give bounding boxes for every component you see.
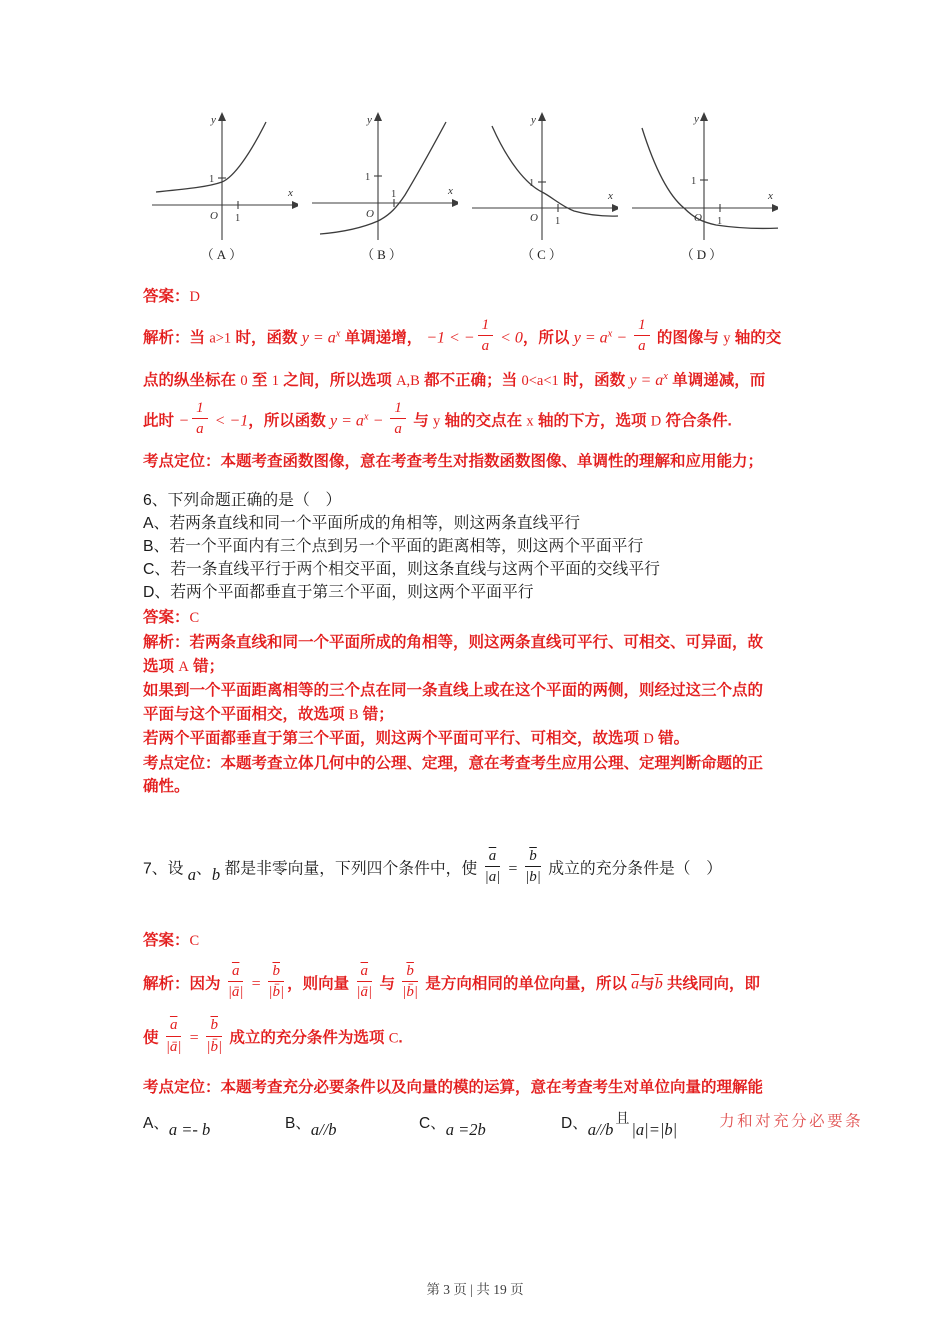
text-segment: =: [337, 411, 356, 429]
x-tick-label: 1: [717, 216, 723, 227]
text-segment: 若两个平面都垂直于第三个平面，则这两个平面可平行、可相交，故选项: [143, 730, 644, 747]
fraction: [390, 399, 406, 440]
q7-analysis-line-1: [143, 964, 913, 1005]
q7-option-c: [419, 1111, 535, 1139]
fraction-numerator: $\overline{b}$: [525, 847, 541, 868]
q6-title: 6、下列命题正确的是（ ）: [143, 491, 342, 509]
text-segment: B、: [285, 1115, 311, 1132]
x-axis-arrow: [612, 204, 618, 212]
graphs-row: [148, 110, 913, 268]
curve-decreasing-below-axis: [642, 128, 778, 228]
q5-exam-point-line: [143, 450, 913, 474]
text-segment: 与: [639, 974, 655, 992]
fraction-numerator: 1: [390, 399, 406, 420]
text-segment: C: [189, 609, 200, 626]
text-segment: 确性。: [143, 778, 190, 795]
y-axis-label: y: [531, 114, 536, 126]
fraction: [192, 399, 208, 440]
text-segment: y: [723, 329, 731, 346]
text-segment: a =2b: [445, 1120, 486, 1139]
text-segment: 错；: [188, 657, 225, 675]
text-segment: a: [187, 864, 197, 884]
text-segment: a: [327, 328, 336, 346]
text-segment: A、: [143, 1115, 169, 1132]
text-segment: 至: [247, 372, 272, 389]
fraction: [356, 962, 372, 1003]
fraction-numerator: $\overline{a}$: [485, 847, 501, 868]
text-segment: 错。: [653, 730, 690, 747]
text-segment: 单调递增，: [340, 328, 423, 346]
q7-exam-point-line: [143, 1076, 913, 1100]
y-tick-label: 1: [365, 172, 371, 183]
text-segment: 如果到一个平面距离相等的三个点在同一条直线上或在这个平面的两侧，则经过这三个点的: [143, 682, 764, 699]
fraction-denominator: |b̄|: [206, 1038, 223, 1055]
x-axis-label: x: [608, 190, 613, 202]
text-segment: < 0: [496, 328, 523, 346]
q7-title: [143, 849, 913, 890]
exponential-graph-d: [628, 110, 778, 242]
text-segment: 选项: [143, 657, 179, 675]
x-tick-label: 1: [555, 216, 561, 227]
y-axis-label: y: [694, 113, 699, 125]
x-axis-label: x: [448, 185, 453, 197]
text-segment: 考点定位：本题考查充分必要条件以及向量的模的运算，意在考查考生对单位向量的理解能: [143, 1078, 764, 1096]
text-segment: y: [301, 328, 309, 346]
curve-increasing-crosses-axis: [320, 122, 446, 234]
fraction-denominator: a: [196, 421, 204, 438]
text-segment: 单调递减，而: [667, 372, 766, 389]
q7-option-b: [285, 1111, 393, 1139]
text-segment: .: [398, 1029, 403, 1047]
text-segment: −: [368, 411, 388, 429]
text-segment: C、: [419, 1115, 446, 1132]
x-axis-arrow: [452, 199, 458, 207]
q7-option-d: [561, 1110, 678, 1139]
text-segment: y: [433, 412, 441, 429]
text-segment: $\overline{a}$: [631, 974, 640, 992]
text-segment: =: [308, 328, 328, 346]
text-segment: C: [189, 933, 200, 949]
q6-exam-point-line-2: [143, 775, 913, 799]
text-segment: 时，函数: [231, 328, 302, 346]
y-tick-label: 1: [209, 174, 215, 185]
text-segment: y: [629, 372, 637, 389]
text-segment: 与: [408, 411, 434, 429]
text-segment: C: [388, 1030, 399, 1047]
text-segment: D、: [561, 1115, 588, 1132]
text-segment: a: [355, 411, 364, 429]
fraction-numerator: 1: [192, 399, 208, 420]
q6-analysis-line-2: [143, 655, 913, 680]
curve-decreasing-crosses-axis: [492, 126, 618, 216]
text-segment: $\overline{b}$: [654, 974, 663, 992]
q6-analysis-line-5: [143, 727, 913, 752]
text-segment: a: [599, 328, 608, 346]
text-segment: 答案：: [143, 288, 190, 305]
text-segment: ，所以: [522, 328, 574, 346]
text-segment: 时，函数: [558, 372, 630, 389]
text-segment: x: [663, 371, 668, 382]
graph-option-a: [148, 110, 298, 268]
text-segment: 轴的下方，选项: [533, 411, 651, 429]
x-axis-label: x: [768, 190, 773, 202]
text-segment: 的图像与: [652, 328, 724, 346]
fraction: [402, 962, 418, 1003]
text-segment: A: [178, 658, 189, 675]
text-segment: =: [636, 372, 656, 389]
fraction-denominator: |ā|: [165, 1038, 182, 1055]
text-segment: a: [655, 372, 664, 389]
x-tick-label: 1: [391, 189, 397, 200]
text-segment: 成立的充分条件是（ ）: [543, 859, 723, 877]
fraction-numerator: 1: [478, 316, 494, 337]
fraction-denominator: |b̄|: [402, 984, 419, 1001]
text-segment: 考点定位：本题考查立体几何中的公理、定理，意在考查考生应用公理、定理判断命题的正: [143, 754, 764, 772]
exponential-graph-a: [148, 110, 298, 242]
origin-label: O: [694, 212, 702, 224]
graph-caption-d: （D）: [680, 247, 726, 262]
q5-analysis-line-1: [143, 318, 913, 359]
text-segment: 是方向相同的单位向量，所以: [421, 974, 632, 992]
text-segment: 符合条件.: [661, 411, 732, 429]
fraction-denominator: |b|: [525, 869, 541, 886]
text-segment: 成立的充分条件为选项: [225, 1029, 389, 1047]
text-segment: x: [363, 410, 369, 422]
y-axis-arrow: [700, 112, 708, 121]
fraction: [634, 316, 650, 357]
q5-analysis-line-2: [143, 365, 913, 394]
q6-analysis-line-4: [143, 703, 913, 728]
text-segment: |a|=|b|: [631, 1120, 678, 1139]
fraction-numerator: $\overline{a}$: [166, 1016, 182, 1037]
y-axis-arrow: [538, 112, 546, 121]
text-segment: x: [335, 327, 341, 339]
text-segment: 0: [240, 373, 248, 389]
fraction: [166, 1016, 182, 1057]
q7-analysis-line-2: [143, 1018, 913, 1059]
fraction-denominator: a: [638, 338, 646, 355]
fraction-denominator: a: [481, 338, 490, 355]
q6-answer-line: [143, 606, 913, 631]
text-segment: 平面与这个平面相交，故选项: [143, 705, 349, 723]
text-segment: 解析：当: [143, 328, 210, 346]
fraction-numerator: $\overline{a}$: [228, 962, 244, 983]
x-axis-arrow: [772, 204, 778, 212]
text-segment: 、: [196, 859, 212, 877]
q5-analysis-line-3: [143, 401, 913, 442]
page-footer: 第 3 页 | 共 19 页: [426, 1282, 524, 1297]
q7-option-a: [143, 1111, 259, 1139]
fraction-numerator: $\overline{a}$: [357, 962, 373, 983]
graph-option-d: [628, 110, 778, 268]
text-segment: < −1: [210, 411, 249, 429]
fraction-denominator: |a|: [484, 869, 501, 886]
text-segment: 解析：因为: [143, 974, 225, 992]
x-axis-arrow: [292, 201, 298, 209]
exponential-graph-c: [468, 110, 618, 242]
fraction-denominator: |ā|: [356, 984, 373, 1001]
text-segment: =: [580, 328, 600, 346]
text-segment: A,B: [396, 373, 420, 389]
fraction: [228, 962, 244, 1003]
fraction: [485, 847, 501, 888]
text-segment: =: [503, 859, 523, 877]
text-segment: 考点定位：本题考查函数图像，意在考查考生对指数函数图像、单调性的理解和应用能力；: [143, 453, 764, 470]
text-segment: a =- b: [168, 1120, 211, 1139]
fraction: [268, 962, 284, 1003]
text-segment: =: [246, 974, 266, 992]
text-segment: =: [184, 1029, 204, 1047]
graph-caption-a: （A）: [200, 247, 246, 262]
fraction-numerator: $\overline{b}$: [402, 962, 418, 983]
text-segment: 解析：若两条直线和同一个平面所成的角相等，则这两条直线可平行、可相交、可异面，故: [143, 634, 764, 651]
text-segment: a//b: [587, 1120, 614, 1139]
graph-option-b: [308, 110, 458, 268]
origin-label: O: [366, 208, 374, 220]
fraction: [525, 847, 541, 888]
graph-caption-c: （C）: [521, 247, 565, 262]
text-segment: ，则向量: [287, 974, 354, 992]
text-segment: 之间，所以选项: [278, 372, 397, 389]
y-axis-label: y: [211, 114, 216, 126]
q6-option-c: C、若一条直线平行于两个相交平面，则这条直线与这两个平面的交线平行: [143, 560, 660, 578]
text-segment: 1: [271, 373, 279, 389]
origin-label: O: [530, 212, 538, 224]
q6-analysis-line-3: [143, 679, 913, 703]
y-tick-label: 1: [529, 178, 535, 189]
text-segment: 7、设: [143, 859, 188, 877]
x-tick-label: 1: [235, 213, 241, 224]
text-segment: 都不正确；当: [419, 372, 522, 389]
text-segment: 错；: [358, 705, 394, 723]
q6-option-d: D、若两个平面都垂直于第三个平面，则这两个平面平行: [143, 583, 534, 601]
y-axis-label: y: [367, 114, 372, 126]
text-segment: y: [330, 411, 338, 429]
origin-label: O: [210, 210, 218, 222]
text-segment: 与: [375, 974, 400, 992]
x-axis-label: x: [288, 187, 293, 199]
text-segment: −: [178, 411, 190, 429]
text-segment: 答案：: [143, 608, 190, 626]
fraction: [478, 316, 494, 357]
text-segment: D: [189, 289, 200, 305]
text-segment: 此时: [143, 411, 179, 429]
text-segment: 点的纵坐标在: [143, 372, 241, 389]
text-segment: 轴的交点在: [440, 411, 527, 429]
fraction-denominator: |b̄|: [268, 984, 285, 1001]
graph-caption-b: （B）: [361, 247, 405, 262]
fraction: [206, 1016, 222, 1057]
fraction-numerator: 1: [634, 316, 650, 337]
fraction-numerator: $\overline{b}$: [206, 1016, 222, 1037]
fraction-denominator: a: [394, 421, 402, 438]
text-segment: −: [612, 328, 632, 346]
q6-option-b: B、若一个平面内有三个点到另一个平面的距离相等，则这两个平面平行: [143, 537, 644, 555]
q7-options-row: [143, 1110, 913, 1139]
fraction-numerator: $\overline{b}$: [268, 962, 284, 983]
text-segment: 使: [143, 1029, 163, 1047]
text-segment: 0<a<1: [521, 373, 559, 389]
q7-answer-line: [143, 929, 913, 954]
text-segment: B: [348, 706, 359, 723]
text-segment: x: [607, 327, 613, 339]
q5-answer-line: [143, 285, 913, 310]
exam-point-continuation-text: 力和对充分必要条: [719, 1113, 864, 1130]
fraction-denominator: |ā|: [227, 984, 244, 1001]
text-segment: D: [650, 412, 662, 429]
text-segment: ，所以函数: [248, 411, 331, 429]
text-segment: a//b: [310, 1120, 337, 1139]
text-segment: 轴的交: [730, 328, 782, 346]
text-segment: a>1: [209, 329, 232, 346]
y-tick-label: 1: [691, 176, 697, 187]
text-segment: 共线同向，即: [662, 974, 760, 992]
text-segment: b: [211, 864, 221, 884]
text-segment: x: [526, 412, 534, 429]
y-axis-arrow: [374, 112, 382, 121]
exponential-graph-b: [308, 110, 458, 242]
text-segment: −1 < −: [422, 328, 475, 346]
q6-analysis-line-1: [143, 631, 913, 655]
q6-option-a: A、若两条直线和同一个平面所成的角相等，则这两条直线平行: [143, 514, 581, 532]
text-segment: 且: [615, 1110, 630, 1126]
text-segment: y: [573, 328, 581, 346]
graph-option-c: [468, 110, 618, 268]
text-segment: 答案：: [143, 932, 190, 949]
y-axis-arrow: [218, 112, 226, 121]
text-segment: 都是非零向量，下列四个条件中，使: [220, 859, 482, 877]
q6-exam-point-line-1: [143, 752, 913, 776]
text-segment: D: [643, 731, 654, 747]
